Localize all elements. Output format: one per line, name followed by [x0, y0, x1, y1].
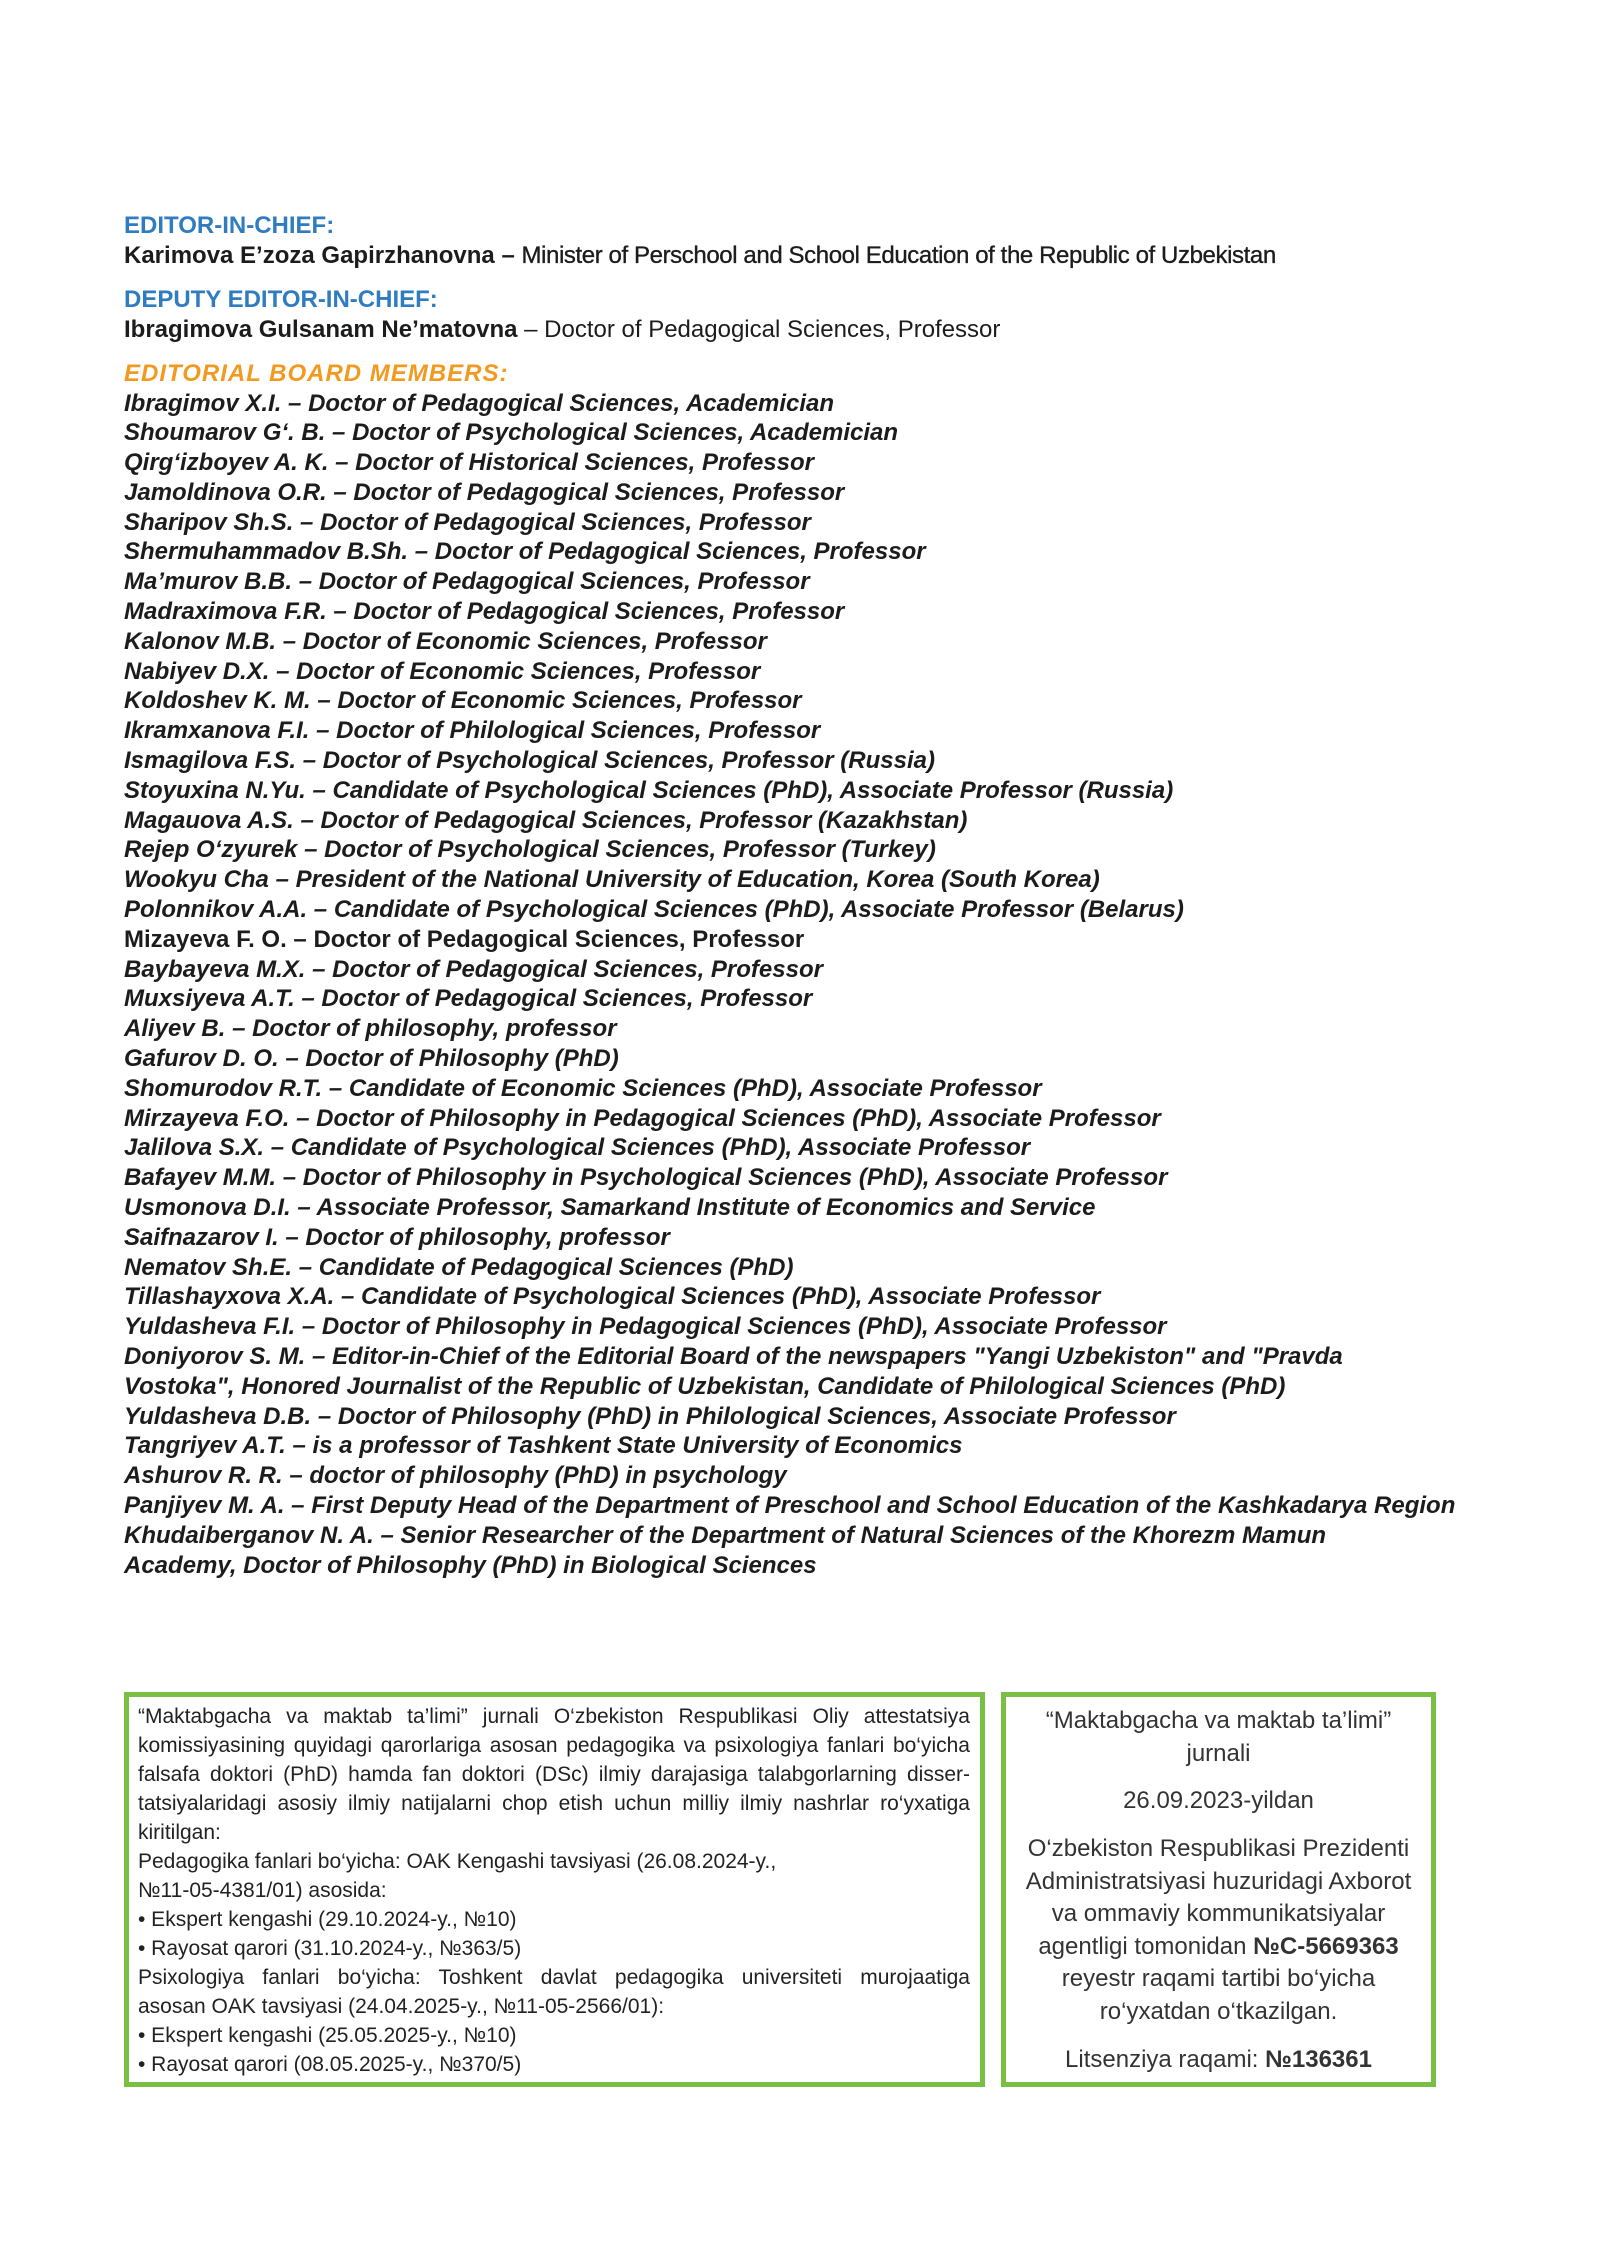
member-name: Magauova A.S. [124, 806, 294, 834]
certificate-number: №C-5669363 [1253, 1932, 1399, 1960]
member-role: – Doctor of Philosophy (PhD) in Philological Sciences, Associate Professor [317, 1402, 1176, 1430]
member-name: Madraximova F.R. [124, 598, 327, 626]
board-member-line [124, 865, 1455, 895]
member-role: – Doctor of Economic Sciences, Professor [282, 627, 767, 655]
board-member-line [124, 1014, 1455, 1044]
deputy-editor-heading: DEPUTY EDITOR-IN-CHIEF: [124, 286, 438, 313]
registration-certificate-line [1006, 1931, 1431, 1964]
registration-statement [1006, 1833, 1431, 2029]
board-member-line [124, 478, 1455, 508]
registration-line: O‘zbekiston Respublikasi Prezidenti [1027, 1835, 1410, 1862]
member-name: Rejep O‘zyurek [124, 836, 298, 864]
member-role: – Doctor of Pedagogical Sciences, Professor [333, 478, 845, 506]
member-name: Polonnikov A.A. [124, 896, 308, 924]
board-member-line [124, 1193, 1455, 1223]
board-member-line [124, 1044, 1455, 1074]
board-member-line [124, 627, 1455, 657]
member-name: Ashurov R. R. [124, 1462, 283, 1490]
board-member-line [124, 1521, 1455, 1551]
member-name: Ibragimov X.I. [124, 389, 282, 417]
board-member-line [124, 1491, 1455, 1521]
member-role: – Doctor of Psychological Sciences, Professor (Russia) [302, 747, 935, 775]
member-name: Tillashayxova X.A. [124, 1283, 335, 1311]
notice-line: “Maktabgacha va maktab ta’limi” jurnali O‘zbekiston Respublikasi Oliy attestatsiya [138, 1704, 970, 1728]
board-member-line [124, 389, 1455, 419]
member-name: Stoyuxina N.Yu. [124, 776, 306, 804]
board-member-line [124, 1253, 1455, 1283]
board-member-line [124, 1104, 1455, 1134]
member-role: – Doctor of Pedagogical Sciences, Professor [312, 955, 823, 983]
psychology-recommendation-line: Psixologiya fanlari bo‘yicha: Toshkent davlat pedagogika universiteti murojaatiga [138, 1965, 970, 1989]
member-name: Bafayev M.M. [124, 1164, 277, 1192]
member-name: Sharipov Sh.S. [124, 508, 294, 536]
member-name: Saifnazarov I. [124, 1223, 279, 1251]
editorial-board-section [124, 211, 1455, 1580]
member-role: – First Deputy Head of the Department of Preschool and School Education of the Kashkadarya Region [291, 1491, 1456, 1519]
board-member-line [124, 1163, 1455, 1193]
registration-notice [1001, 1692, 1436, 2087]
member-name: Gafurov D. O. [124, 1045, 279, 1073]
member-role: – Doctor of Philological Sciences, Professor [316, 717, 821, 745]
board-member-line [124, 1223, 1455, 1253]
board-member-line-continued [124, 1372, 1455, 1402]
member-name: Ma’murov B.B. [124, 568, 293, 596]
psychology-decision-item: • Rayosat qarori (08.05.2025-y., №370/5) [138, 2052, 522, 2076]
member-role: – Doctor of Pedagogical Sciences, Professor [298, 568, 810, 596]
board-member-line [124, 597, 1455, 627]
registration-line: va ommaviy kommunikatsiyalar [1051, 1900, 1386, 1928]
registration-date: 26.09.2023-yildan [1123, 1787, 1314, 1814]
member-name: Doniyorov S. M. [124, 1343, 306, 1370]
member-role: – Doctor of Philosophy in Pedagogical Sciences (PhD), Associate Professor [301, 1313, 1167, 1341]
member-name: Khudaiberganov N. A. [124, 1521, 374, 1549]
board-member-line [124, 955, 1455, 985]
board-members-list [124, 389, 1455, 1581]
editor-in-chief-heading: EDITOR-IN-CHIEF: [124, 212, 335, 239]
member-role: – Doctor of philosophy, professor [232, 1015, 617, 1043]
deputy-editor-name: Ibragimova Gulsanam Ne’matovna [124, 315, 518, 343]
board-member-line [124, 806, 1455, 836]
deputy-editor-entry [124, 315, 1455, 345]
board-member-line [124, 776, 1455, 806]
agency-prefix: agentligi tomonidan [1038, 1932, 1247, 1960]
board-member-line [124, 418, 1455, 448]
journal-title: “Maktabgacha va maktab ta’limi” [1045, 1707, 1392, 1734]
member-role-continued: Vostoka", Honored Journalist of the Republic of Uzbekistan, Candidate of Philological Sciences (PhD) [124, 1372, 1286, 1400]
notice-line: tatsiyalaridagi asosiy ilmiy natijalarni chop etish uchun milliy ilmiy nashrlar ro‘yxatiga [138, 1791, 970, 1815]
notice-line: falsafa doktori (PhD) hamda fan doktori (DSc) ilmiy darajasiga talabgorlarning disser- [138, 1762, 970, 1786]
member-name: Ikramxanova F.I. [124, 717, 310, 745]
oak-recognition-notice [124, 1692, 985, 2087]
member-name: Jalilova S.X. [124, 1134, 265, 1162]
member-name: Aliyev B. [124, 1015, 226, 1043]
member-role-continued: Academy, Doctor of Philosophy (PhD) in Biological Sciences [124, 1551, 817, 1579]
member-role: – Associate Professor, Samarkand Institute of Economics and Service [297, 1194, 1096, 1222]
board-member-line [124, 984, 1455, 1014]
member-role: – Doctor of Economic Sciences, Professor [276, 657, 761, 685]
member-name: Nematov Sh.E. [124, 1253, 293, 1281]
member-role: – Doctor of Pedagogical Sciences, Professor [293, 925, 805, 953]
member-name: Nabiyev D.X. [124, 657, 270, 685]
member-role: – Candidate of Economic Sciences (PhD), Associate Professor [328, 1074, 1042, 1102]
member-role: – Doctor of Pedagogical Sciences, Professor [333, 598, 845, 626]
journal-word: jurnali [1186, 1740, 1251, 1767]
member-role: – doctor of philosophy (PhD) in psychology [289, 1462, 787, 1490]
board-member-line [124, 746, 1455, 776]
deputy-editor-role: – Doctor of Pedagogical Sciences, Professor [524, 315, 1001, 343]
member-role: – Doctor of Pedagogical Sciences, Academician [288, 389, 835, 417]
member-role: – Doctor of Philosophy in Pedagogical Sciences (PhD), Associate Professor [296, 1104, 1161, 1132]
member-role: – Candidate of Psychological Sciences (PhD), Associate Professor (Russia) [312, 776, 1174, 804]
pedagogy-decision-item: • Rayosat qarori (31.10.2024-y., №363/5) [138, 1936, 522, 1960]
license-line [1006, 2043, 1431, 2076]
notice-line: kiritilgan: [138, 1820, 221, 1844]
board-member-line [124, 508, 1455, 538]
member-role: – Doctor of Economic Sciences, Professor [317, 687, 802, 715]
board-member-line [124, 716, 1455, 746]
editor-in-chief-name: Karimova E’zoza Gapirzhanovna – [124, 241, 515, 269]
registration-line: Administratsiyasi huzuridagi Axborot [1025, 1867, 1412, 1895]
member-name: Jamoldinova O.R. [124, 478, 327, 506]
notice-line: komissiyasining quyidagi qarorlariga asosan pedagogika va psixologiya fanlari bo‘yicha [138, 1733, 970, 1757]
member-role: – Doctor of Pedagogical Sciences, Professor [301, 985, 813, 1013]
registration-line: ro‘yxatdan o‘tkazilgan. [1099, 1997, 1338, 2025]
board-member-line [124, 657, 1455, 687]
member-role: – President of the National University of Education, Korea (South Korea) [275, 866, 1100, 894]
member-name: Baybayeva M.X. [124, 955, 306, 983]
member-name: Mirzayeva F.O. [124, 1104, 290, 1132]
board-members-heading: EDITORIAL BOARD MEMBERS: [124, 360, 509, 387]
member-role: – Candidate of Psychological Sciences (PhD), Associate Professor (Belarus) [313, 896, 1184, 924]
member-name: Tangriyev A.T. [124, 1432, 286, 1460]
board-member-line-continued [124, 1551, 1455, 1581]
member-role: – Senior Researcher of the Department of Natural Sciences of the Khorezm Mamun [380, 1521, 1327, 1549]
member-role: – Doctor of Pedagogical Sciences, Professor [300, 508, 811, 536]
board-member-line [124, 1133, 1455, 1163]
member-name: Yuldasheva D.B. [124, 1402, 312, 1430]
license-label: Litsenziya raqami: [1065, 2045, 1259, 2073]
member-name: Kalonov M.B. [124, 627, 277, 655]
member-role: – Doctor of Historical Sciences, Professor [335, 449, 814, 477]
psychology-recommendation-line: asosan OAK tavsiyasi (24.04.2025-y., №11-05-2566/01): [138, 1994, 665, 2018]
member-role: – Doctor of Psychological Sciences, Professor (Turkey) [304, 836, 936, 864]
member-name: Panjiyev M. A. [124, 1491, 285, 1519]
member-name: Shomurodov R.T. [124, 1074, 323, 1102]
editor-in-chief-entry [124, 241, 1455, 271]
member-role: – Doctor of philosophy, professor [285, 1223, 670, 1251]
member-role: – Doctor of Pedagogical Sciences, Professor [414, 538, 926, 566]
member-role: – Candidate of Pedagogical Sciences (PhD) [298, 1253, 794, 1281]
board-member-line [124, 1431, 1455, 1461]
member-name: Shoumarov G‘. B. [124, 419, 326, 447]
board-member-line [124, 567, 1455, 597]
pedagogy-recommendation-line: Pedagogika fanlari bo‘yicha: OAK Kengashi tavsiyasi (26.08.2024-y., [138, 1849, 777, 1873]
member-role: – Candidate of Psychological Sciences (PhD), Associate Professor [341, 1283, 1101, 1311]
member-name: Wookyu Cha [124, 866, 269, 894]
board-member-line [124, 537, 1455, 567]
member-name: Ismagilova F.S. [124, 747, 297, 775]
board-member-line [124, 835, 1455, 865]
board-member-line [124, 1074, 1455, 1104]
member-name: Yuldasheva F.I. [124, 1313, 296, 1341]
editor-in-chief-role: Minister of Perschool and School Education of the Republic of Uzbekistan [521, 241, 1276, 269]
pedagogy-decision-item: • Ekspert kengashi (29.10.2024-y., №10) [138, 1907, 517, 1931]
board-member-line [124, 448, 1455, 478]
member-role: – Editor-in-Chief of the Editorial Board of the newspapers "Yangi Uzbekiston" and "Pravda [312, 1343, 1343, 1370]
member-role: – Doctor of Pedagogical Sciences, Professor (Kazakhstan) [300, 806, 968, 834]
member-name: Mizayeva F. O. [124, 925, 287, 953]
board-member-line [124, 686, 1455, 716]
board-member-line [124, 925, 1455, 955]
board-member-line [124, 1402, 1455, 1432]
license-number: №136361 [1265, 2045, 1372, 2073]
board-member-line [124, 1461, 1455, 1491]
member-role: – Doctor of Philosophy in Psychological Sciences (PhD), Associate Professor [282, 1164, 1168, 1192]
pedagogy-recommendation-line: №11-05-4381/01) asosida: [138, 1878, 387, 1902]
member-role: – Candidate of Psychological Sciences (PhD), Associate Professor [270, 1134, 1031, 1162]
board-member-line [124, 1282, 1455, 1312]
member-role: – Doctor of Philosophy (PhD) [285, 1045, 619, 1073]
board-member-line [124, 895, 1455, 925]
member-name: Qirg‘izboyev A. K. [124, 449, 329, 477]
board-member-line [124, 1342, 1455, 1372]
member-role: – is a professor of Tashkent State University of Economics [292, 1432, 963, 1460]
member-name: Usmonova D.I. [124, 1194, 291, 1222]
psychology-decision-item: • Ekspert kengashi (25.05.2025-y., №10) [138, 2023, 517, 2047]
member-name: Shermuhammadov B.Sh. [124, 538, 409, 566]
member-role: – Doctor of Psychological Sciences, Academician [332, 419, 899, 447]
member-name: Muxsiyeva A.T. [124, 985, 295, 1013]
board-member-line [124, 1312, 1455, 1342]
registration-line: reyestr raqami tartibi bo‘yicha [1061, 1965, 1376, 1993]
member-name: Koldoshev K. M. [124, 687, 311, 715]
